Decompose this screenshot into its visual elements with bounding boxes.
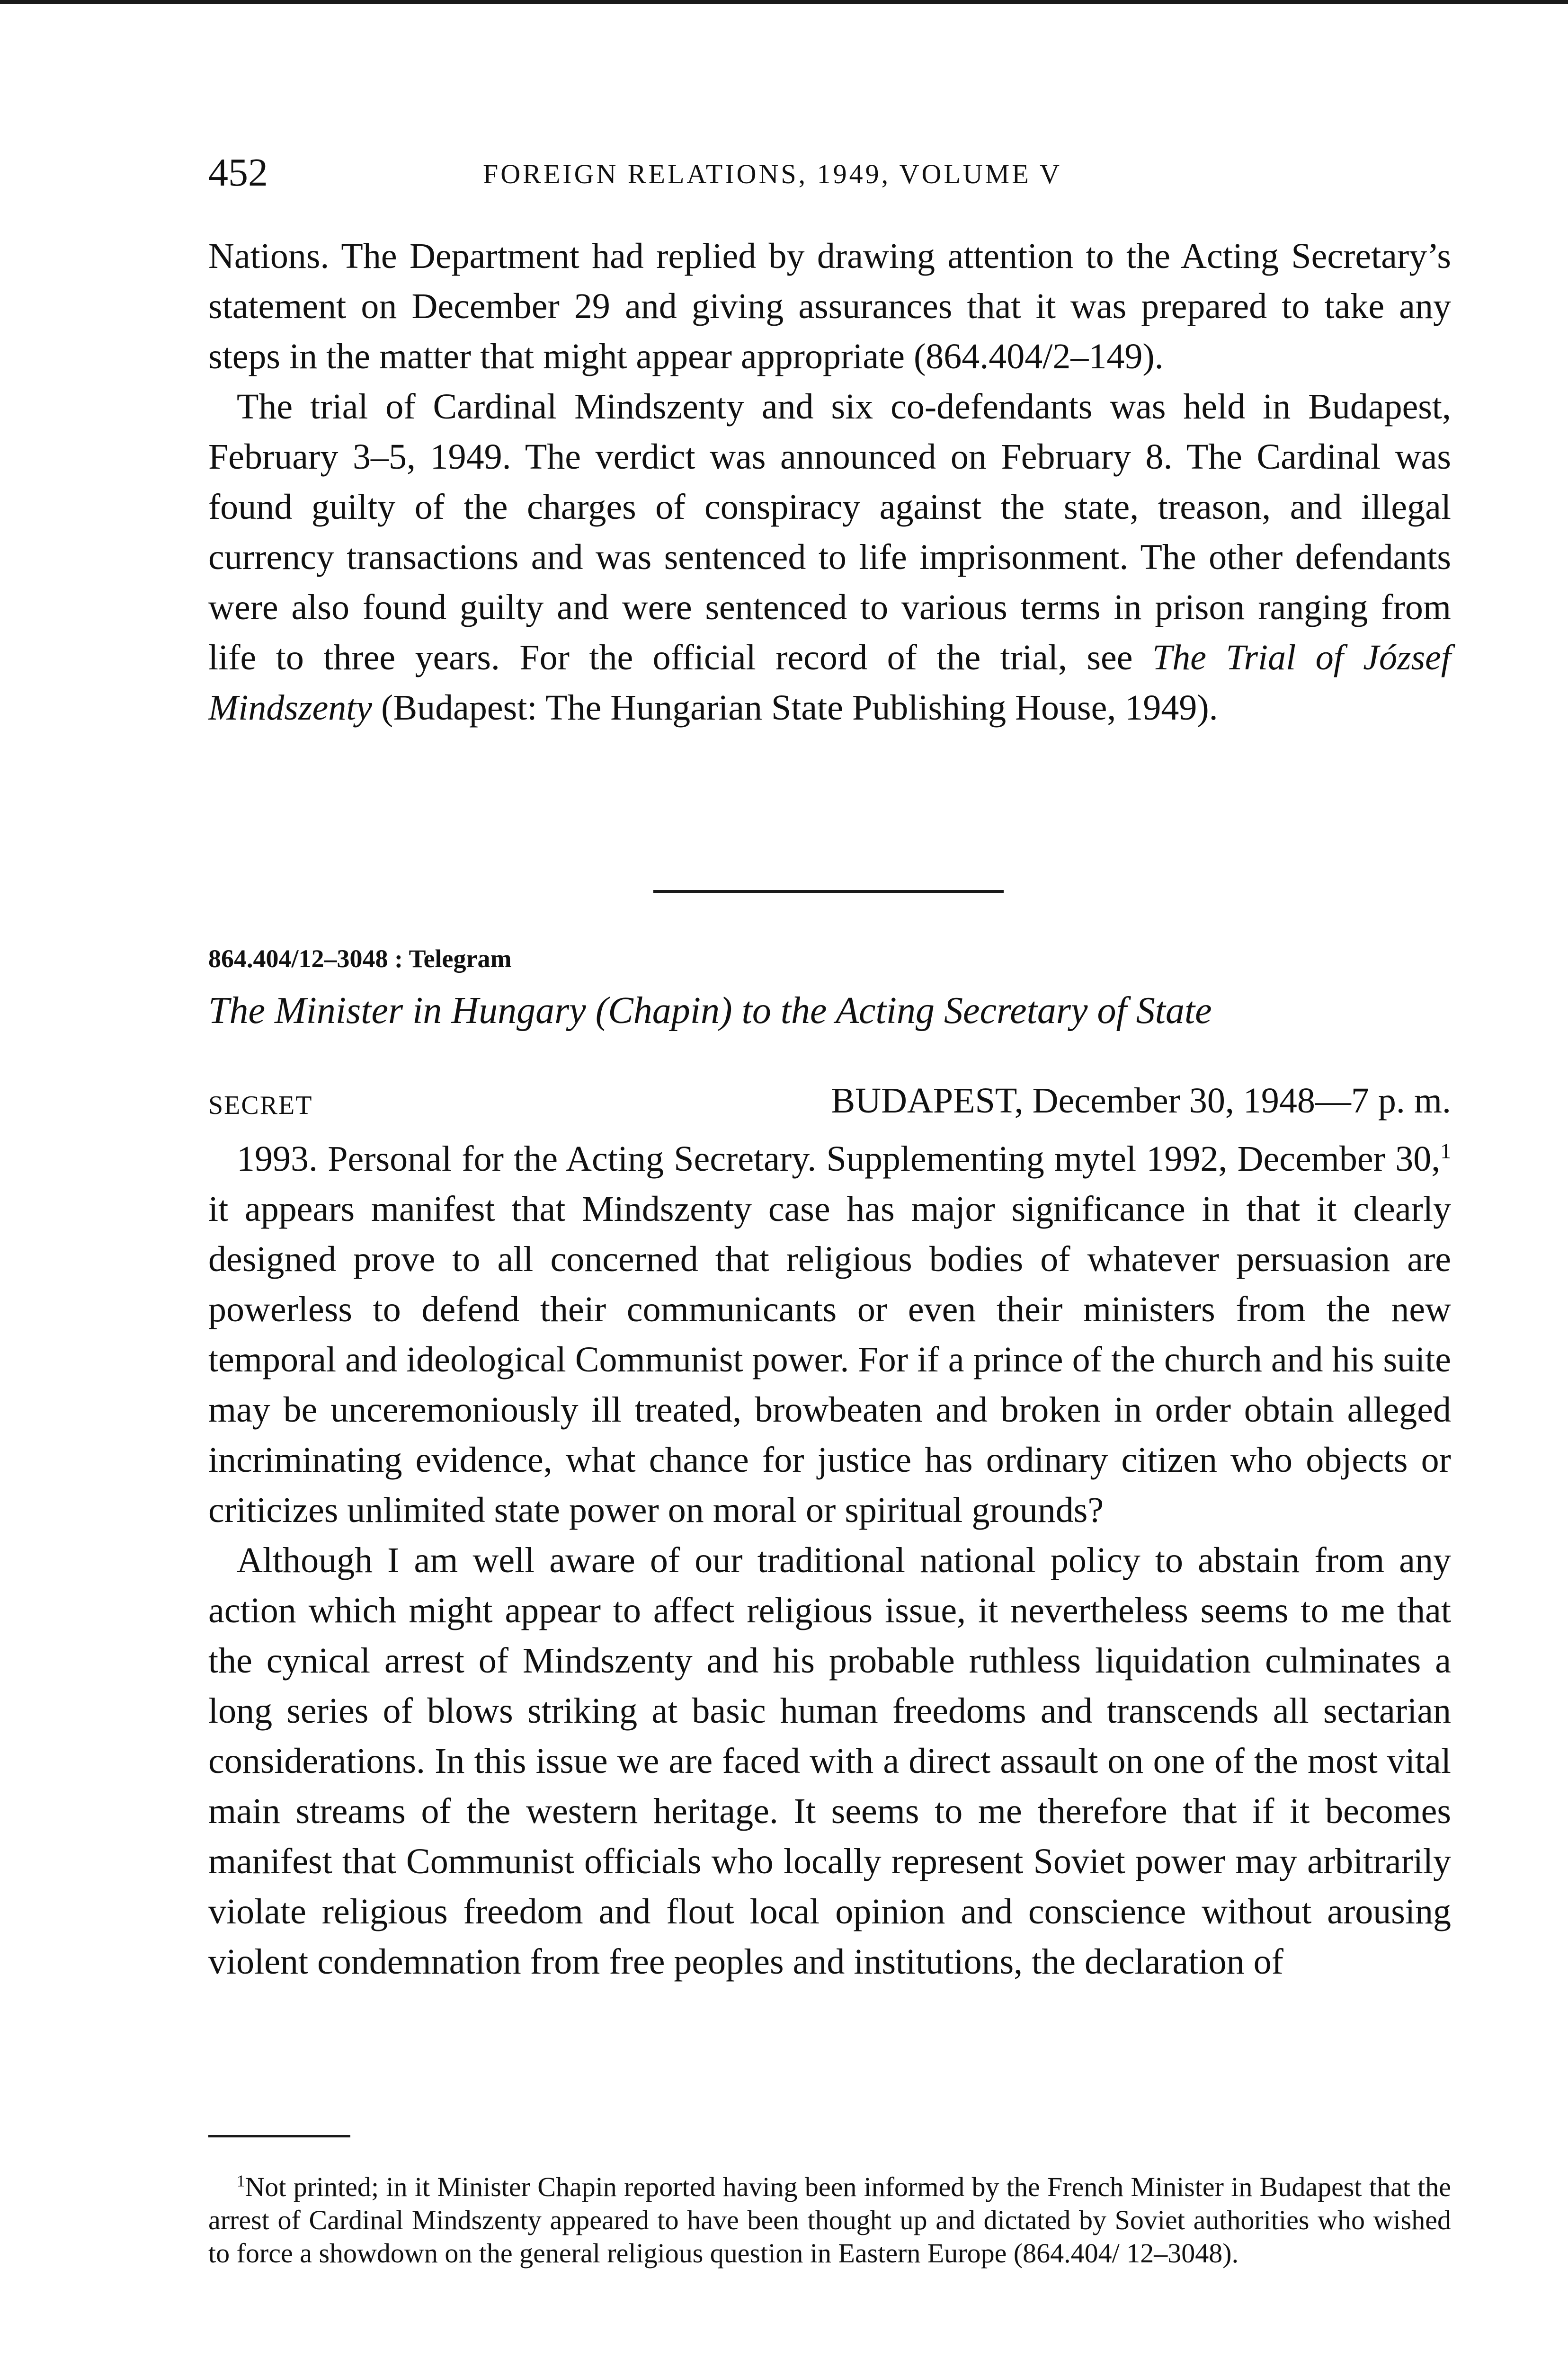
- text-run: (Budapest: The Hungarian State Publishing House, 1949).: [372, 688, 1218, 728]
- paragraph: Although I am well aware of our traditional national policy to abstain from any action which might appear to affect religious issue, it nevertheless seems to me that the cynical arrest of Mindszenty and his probable ruthless liquidation culminates a long series of blows striking at basic human freedoms and transcends all sectarian considerations. In this issue we are faced with a direct assault on one of the most vital main streams of the western heritage. It seems to me therefore that if it becomes manifest that Communist officials who locally represent Soviet power may arbitrarily violate religious freedom and flout local opinion and conscience without arousing violent condemnation from free peoples and institutions, the declaration of: [208, 1540, 1451, 1982]
- text-run: it appears manifest that Mindszenty case has major significance in that it clearly designed prove to all concerned that religious bodies of whatever persuasion are powerless to defend their communicants or even their ministers from the new temporal and ideological Communist power. For if a prince of the church and his suite may be unceremoniously ill treated, browbeaten and broken in order obtain alleged incriminating evidence, what chance for justice has ordinary citizen who objects or criticizes unlimited state power on moral or spiritual grounds?: [208, 1189, 1451, 1530]
- editorial-note-text: [208, 231, 1451, 733]
- telegram-text: [208, 1134, 1451, 1987]
- footnote: [208, 2171, 1451, 2270]
- footnote-text: Not printed; in it Minister Chapin reported having been informed by the French Minister in Budapest that the arrest of Cardinal Mindszenty appeared to have been thought up and dictated by Soviet authorities who wished to force a showdown on the general religious question in Eastern Europe (864.404/ 12–3048).: [208, 2171, 1451, 2269]
- document-heading: The Minister in Hungary (Chapin) to the Acting Secretary of State: [208, 990, 1212, 1032]
- paragraph: Nations. The Department had replied by drawing attention to the Acting Secretary’s statement on December 29 and giving assurances that it was prepared to take any steps in the matter that might appear appropriate (864.404/2–149).: [208, 236, 1451, 376]
- text-run: 1993. Personal for the Acting Secretary. Supplementing mytel 1992, December 30,: [237, 1139, 1441, 1179]
- footnote-reference: 1: [1440, 1139, 1451, 1163]
- footnote-rule: [208, 2135, 350, 2137]
- footnote-marker: 1: [237, 2171, 245, 2190]
- section-divider: [653, 890, 1004, 893]
- running-head: [208, 147, 1458, 199]
- top-edge-rule: [0, 0, 1568, 4]
- document-file-reference: 864.404/12–3048 : Telegram: [208, 944, 512, 973]
- page-number: 452: [208, 151, 268, 195]
- paragraph: [208, 1134, 1451, 1535]
- classification-marking: SECRET: [208, 1091, 313, 1120]
- dateline: BUDAPEST, December 30, 1948—7 p. m.: [831, 1081, 1451, 1121]
- paragraph: [208, 382, 1451, 733]
- text-run: The trial of Cardinal Mindszenty and six co-defendants was held in Budapest, February 3–5, 1949. The verdict was announced on February 8. The Cardinal was found guilty of the charges of conspiracy against the state, treason, and illegal currency transactions and was sentenced to life imprisonment. The other defendants were also found guilty and were sentenced to various terms in prison ranging from life to three years. For the official record of the trial, see: [208, 387, 1451, 677]
- running-title: FOREIGN RELATIONS, 1949, VOLUME V: [483, 159, 1062, 189]
- book-title: The Trial of József Mindszenty: [208, 638, 1451, 728]
